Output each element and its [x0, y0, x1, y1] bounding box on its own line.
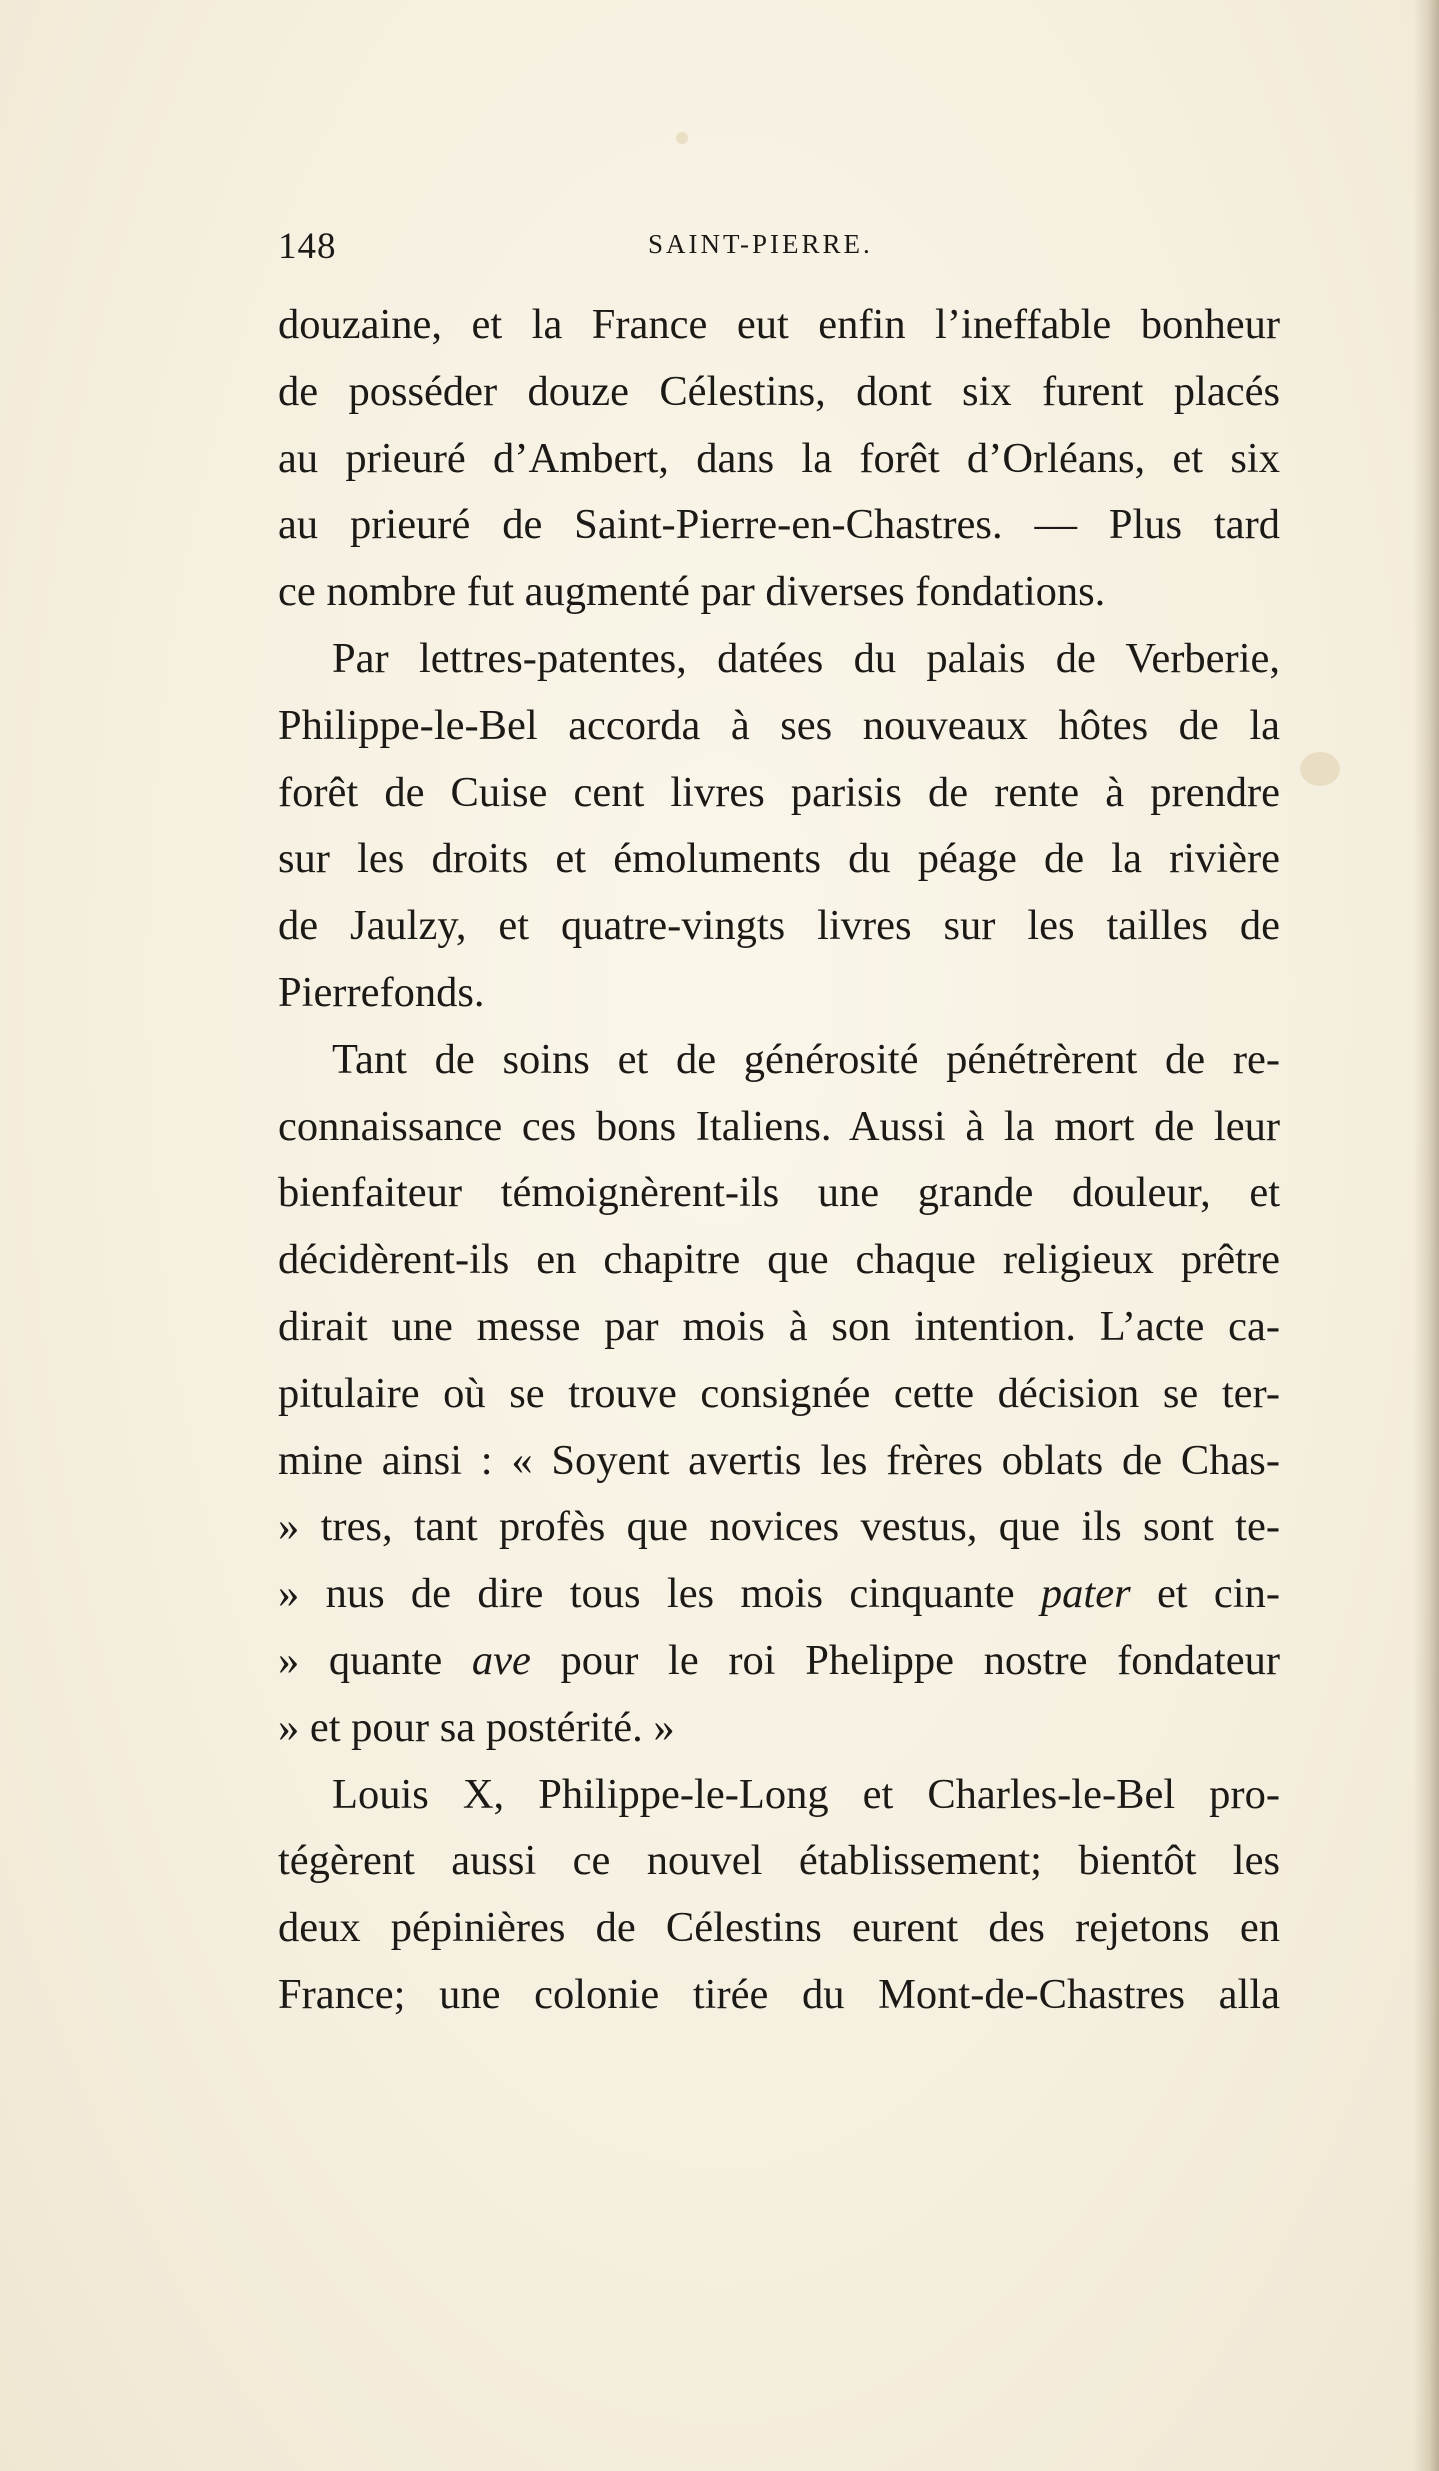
text-line: » tres, tant profès que novices vestus, que ils sont te-	[278, 1503, 1280, 1551]
text-line: au prieuré d’Ambert, dans la forêt d’Orléans, et six	[278, 434, 1280, 482]
text-line-with-italic	[278, 1561, 1280, 1628]
text-line: tégèrent aussi ce nouvel établissement; bientôt les	[278, 1837, 1280, 1885]
text-line-with-italic	[278, 1628, 1280, 1695]
text-line: douzaine, et la France eut enfin l’ineffable bonheur	[278, 301, 1280, 348]
page-edge-shadow	[1413, 0, 1439, 2471]
text-line: de Jaulzy, et quatre-vingts livres sur les tailles de	[278, 902, 1280, 950]
text-line: pitulaire où se trouve consignée cette décision se ter-	[278, 1369, 1280, 1417]
text-line: Louis X, Philippe-le-Long et Charles-le-Bel pro-	[332, 1770, 1280, 1818]
running-head	[278, 225, 1280, 269]
body-text	[278, 292, 1280, 2029]
text-line: Tant de soins et de générosité pénétrèrent de re-	[332, 1035, 1280, 1083]
paper-stain	[676, 132, 688, 144]
running-title: SAINT-PIERRE.	[648, 229, 873, 259]
italic-word: pater	[1040, 1570, 1131, 1618]
text-line: décidèrent-ils en chapitre que chaque religieux prêtre	[278, 1236, 1280, 1284]
paper-stain	[1300, 752, 1340, 786]
text-line: ce nombre fut augmenté par diverses fondations.	[278, 568, 1106, 616]
page-number: 148	[278, 226, 337, 267]
text-line: bienfaiteur témoignèrent-ils une grande douleur, et	[278, 1169, 1280, 1217]
text-line: Par lettres-patentes, datées du palais de Verberie,	[332, 634, 1280, 682]
text-line: Pierrefonds.	[278, 968, 485, 1016]
text-line: connaissance ces bons Italiens. Aussi à la mort de leur	[278, 1102, 1280, 1150]
text-line: dirait une messe par mois à son intention. L’acte ca-	[278, 1302, 1280, 1350]
text-segment: » quante	[278, 1636, 472, 1684]
text-line: deux pépinières de Célestins eurent des rejetons en	[278, 1904, 1280, 1952]
italic-word: ave	[471, 1636, 531, 1684]
text-line: France; une colonie tirée du Mont-de-Chastres alla	[278, 1970, 1280, 2018]
text-line: Philippe-le-Bel accorda à ses nouveaux hôtes de la	[278, 701, 1280, 749]
text-line: de posséder douze Célestins, dont six furent placés	[278, 367, 1280, 415]
text-segment: » nus de dire tous les mois cinquante	[278, 1570, 1041, 1618]
text-segment: et cin-	[1130, 1570, 1280, 1618]
text-line: au prieuré de Saint-Pierre-en-Chastres. — Plus tard	[278, 501, 1280, 549]
text-line: forêt de Cuise cent livres parisis de rente à prendre	[278, 768, 1280, 816]
text-line: » et pour sa postérité. »	[278, 1703, 675, 1751]
text-line: mine ainsi : « Soyent avertis les frères oblats de Chas-	[278, 1436, 1280, 1484]
text-segment: pour le roi Phelippe nostre fondateur	[530, 1636, 1280, 1684]
text-line: sur les droits et émoluments du péage de la rivière	[278, 835, 1280, 883]
